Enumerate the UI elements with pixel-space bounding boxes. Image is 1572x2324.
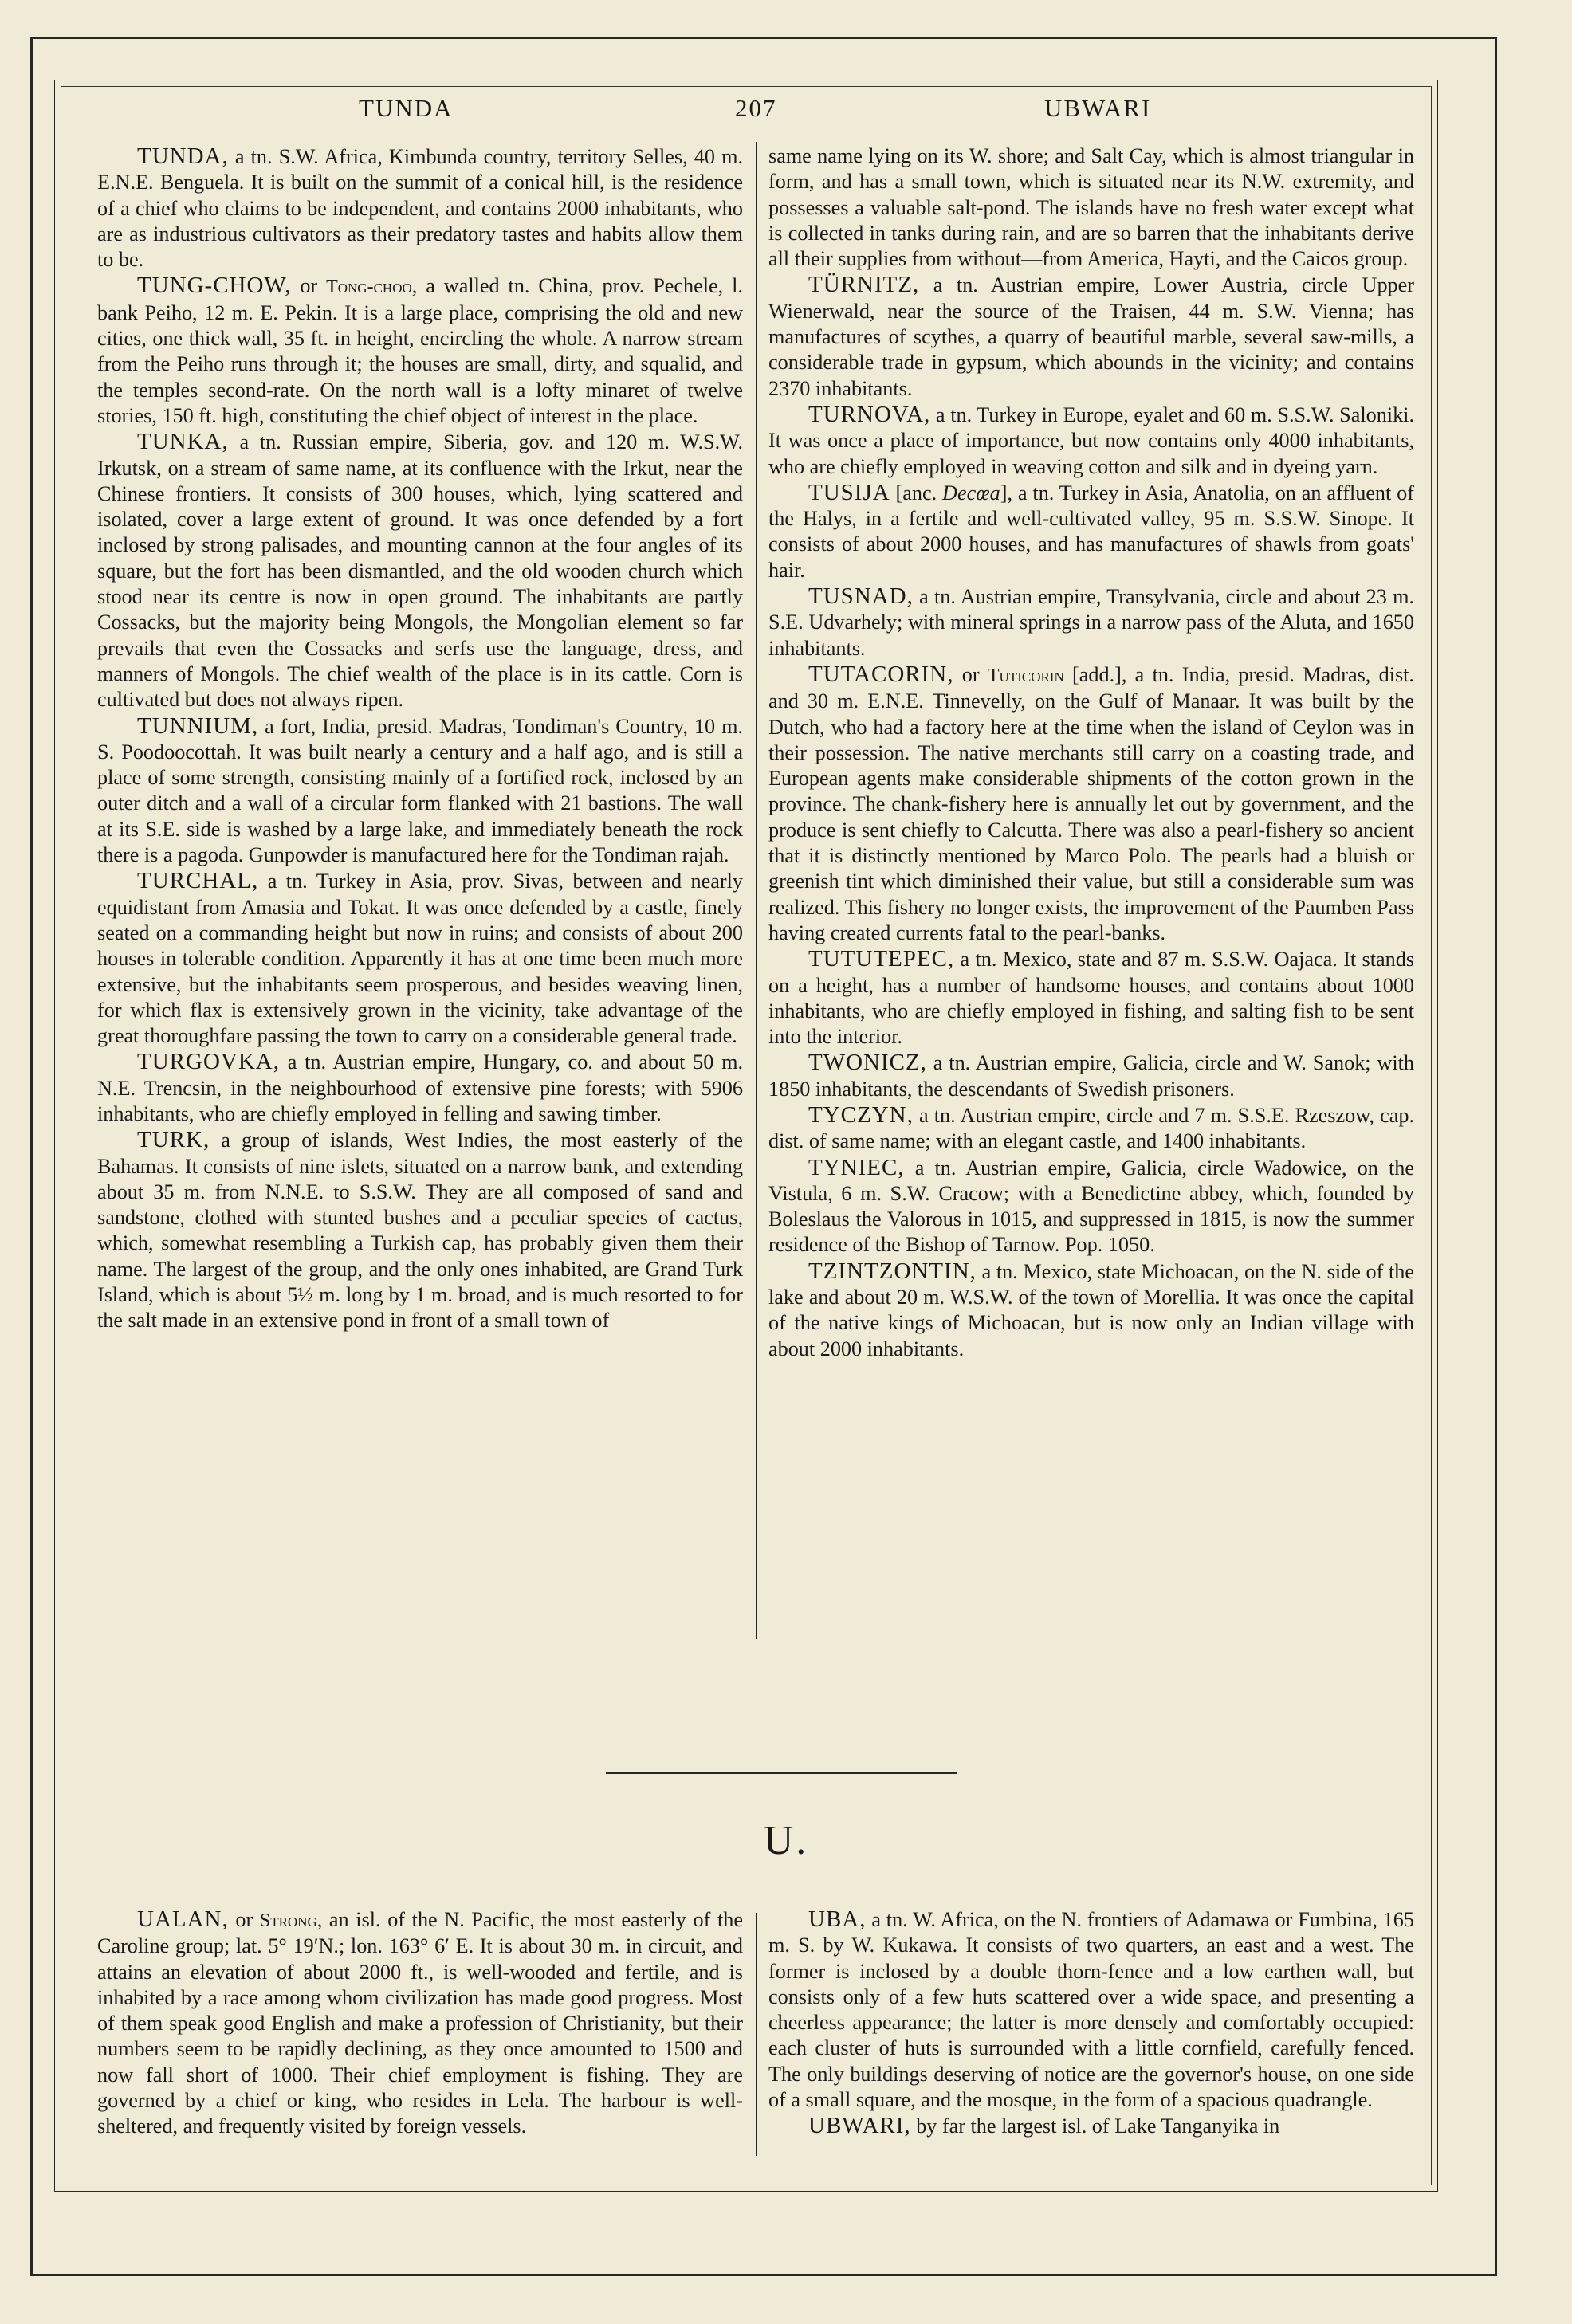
gazetteer-entry (768, 402, 1414, 480)
entry-headword: TUNDA, (137, 143, 229, 169)
entry-text: a tn. Russian empire, Siberia, gov. and 120 m. W.S.W. Irkutsk, on a stream of same name, at its confluence with the Irkut, near the Chinese frontiers. It consists of 300 houses, which, lying scattered and isolated, cover a large extent of ground. It was once defended by a fort inclosed by strong palisades, and mounting cannon at the four angles of its square, but the fort has been dismantled, and the old wooden church which stood near its centre is now in open ground. The inhabitants are partly Cossacks, but the majority being Mongols, the Mongolian element so far prevails that even the Cossacks and serfs use the language, dress, and manners of Mongols. The chief wealth of the place is in its cattle. Corn is cultivated but does not always ripen. (97, 430, 743, 712)
entry-text: a tn. Turkey in Europe, eyalet and 60 m. S.S.W. Saloniki. It was once a place of importance, but now contains only 4000 inhabitants, who are chiefly employed in weaving cotton and silk and in dyeing yarn. (768, 402, 1414, 478)
entry-headword: TURNOVA, (808, 401, 931, 427)
entry-text: a tn. Austrian empire, Hungary, co. and about 50 m. N.E. Trencsin, in the neighbourhood of extensive pine forests; with 5906 inhabitants, who are chiefly employed in felling and sawing timber. (97, 1050, 743, 1125)
entry-text: a tn. Austrian empire, Galicia, circle and W. Sanok; with 1850 inhabitants, the descendants of Swedish prisoners. (768, 1051, 1414, 1101)
entry-headword: UALAN, (137, 1906, 229, 1932)
gazetteer-entry (97, 868, 743, 1049)
gazetteer-entry (97, 1049, 743, 1127)
gazetteer-entry (768, 272, 1414, 401)
section-divider (606, 1772, 957, 1774)
gazetteer-entry (768, 480, 1414, 583)
entry-alt-prefix: or (291, 274, 327, 298)
gazetteer-entry (768, 946, 1414, 1050)
gazetteer-entry (768, 583, 1414, 661)
entry-text: a tn. Austrian empire, circle and 7 m. S.S.E. Rzeszow, cap. dist. of same name; with an elegant castle, and 1400 inhabitants. (768, 1103, 1414, 1153)
entry-alt-name: Decœa (942, 481, 1000, 504)
running-header (72, 94, 1427, 134)
entry-text: a fort, India, presid. Madras, Tondiman's Country, 10 m. S. Poodoocottah. It was built nearly a century and a half ago, and is still a place of some strength, consisting mainly of a fortified rock, inclosed by an outer ditch and a wall of a circular form flanked with 21 bastions. The wall at its S.E. side is washed by a large lake, and immediately beneath the rock there is a pagoda. Gunpowder is manufactured here for the Tondiman rajah. (97, 714, 743, 867)
entry-text: a tn. W. Africa, on the N. frontiers of Adamawa or Fumbina, 165 m. S. by W. Kukawa. It consists of two quarters, an east and a west. The former is inclosed by a double thorn-fence and a low earthen wall, but consists only of a few huts scattered over a wide space, and presenting a cheerless appearance; the latter is more densely and comfortably occupied: each cluster of huts is surrounded with a little cornfield, carefully fenced. The only buildings deserving of notice are the governor's house, on one side of a small square, and the mosque, in the form of a spacious quadrangle. (768, 1908, 1414, 2112)
entry-headword: TUNG-CHOW, (137, 273, 292, 299)
entry-headword: UBA, (808, 1906, 867, 1932)
entry-headword: TURGOVKA, (137, 1049, 280, 1075)
entry-alt-prefix: or (228, 1908, 260, 1931)
gazetteer-entry (768, 1906, 1414, 2113)
entry-alt-prefix: or (953, 662, 988, 686)
entry-text: a tn. Turkey in Asia, prov. Sivas, between and nearly equidistant from Amasia and Tokat. It was once defended by a castle, finely seated on a commanding height but now in ruins; and consists of about 200 houses in tolerable condition. Apparently it has at one time been much more extensive, but the inhabitants seem prosperous, and besides weaving linen, for which flax is extensively grown in the vicinity, take advantage of the great thoroughfare passing the town to carry on a considerable general trade. (97, 870, 743, 1048)
column-left-top (97, 143, 743, 1334)
entry-alt-prefix: [anc. (890, 481, 943, 504)
entry-text: a tn. Austrian empire, Galicia, circle Wadowice, on the Vistula, 6 m. S.W. Cracow; with a Benedictine abbey, which, founded by Boleslaus the Valorous in 1015, and suppressed in 1815, is now the summer residence of the Bishop of Tarnow. Pop. 1050. (768, 1156, 1414, 1257)
column-left-bottom (97, 1906, 743, 2140)
column-divider-bottom (756, 1913, 757, 2156)
entry-text: by far the largest isl. of Lake Tanganyika in (910, 2114, 1280, 2138)
entry-text: ], a tn. Turkey in Asia, Anatolia, on an affluent of the Halys, in a fertile and well-cultivated valley, 95 m. S.S.W. Sinope. It consists of about 2000 houses, and has manufactures of shawls from goats' hair. (768, 481, 1414, 582)
entry-headword: TURK, (137, 1127, 210, 1153)
entry-text: a tn. Mexico, state Michoacan, on the N. side of the lake and about 20 m. W.S.W. of the town of Morellia. It was once the capital of the native kings of Michoacan, but is now only an Indian village with about 2000 inhabitants. (768, 1259, 1414, 1360)
gazetteer-entry (97, 143, 743, 273)
entry-headword: TYNIEC, (808, 1154, 905, 1180)
entry-alt-name: Tong-choo (326, 277, 412, 298)
entry-text: , an isl. of the N. Pacific, the most easterly of the Caroline group; lat. 5° 19′N.; lon. 163° 6′ E. It is about 30 m. in circuit, and attains an elevation of about 2000 ft., is well-wooded and fertile, and is inhabited by a race among whom civilization has made good progress. Most of them speak good English and make a profession of Christianity, but their numbers seem to be rapidly declining, as they once amounted to 1500 and now fall short of 1000. Their chief employment is fishing. They are governed by a chief or king, who resides in Lela. The harbour is well-sheltered, and frequently visited by foreign vessels. (97, 1908, 743, 2138)
entry-alt-name: Tuticorin (987, 665, 1064, 686)
entry-headword: TUNNIUM, (137, 713, 259, 739)
entry-headword: TÜRNITZ, (808, 272, 920, 298)
entry-headword: TUSNAD, (808, 583, 914, 610)
gazetteer-entry (97, 1127, 743, 1333)
entry-headword: TURCHAL, (137, 868, 259, 894)
entry-headword: TWONICZ, (808, 1050, 927, 1076)
gazetteer-entry (97, 273, 743, 429)
entry-text: a group of islands, West Indies, the most easterly of the Bahamas. It consists of nine islets, situated on a narrow bank, and extending about 35 m. from N.N.E. to S.S.W. They are all composed of sand and sandstone, clothed with stunted bushes and a peculiar species of cactus, which, somewhat resembling a Turkish cap, has probably given them their name. The largest of the group, and the only ones inhabited, are Grand Turk Island, which is about 5½ m. long by 1 m. broad, and is much resorted to for the salt made in an extensive pond in front of a small town of (97, 1129, 743, 1333)
page-number: 207 (735, 94, 777, 122)
entry-headword: TUSIJA (808, 479, 890, 505)
entry-text: [add.], a tn. India, presid. Madras, dist. and 30 m. E.N.E. Tinnevelly, on the Gulf of Manaar. It was built by the Dutch, who had a factory here at the time when the island of Ceylon was in their possession. The native merchants still carry on a coasting trade, and European agents make considerable shipments of the cotton grown in the province. The chank-fishery here is annually let out by government, and the produce is sent chiefly to Calcutta. There was also a pearl-fishery so ancient that it is distinctly mentioned by Marco Polo. The pearls had a bluish or greenish tint which diminished their value, but still a considerable sum was realized. This fishery no longer exists, the improvement of the Paumben Pass having created currents fatal to the pearl-banks. (768, 662, 1414, 944)
entry-headword: TUTACORIN, (808, 661, 954, 687)
entry-headword: TZINTZONTIN, (808, 1258, 977, 1284)
gazetteer-entry (768, 143, 1414, 272)
entry-headword: TYCZYN, (808, 1101, 914, 1128)
section-letter: U. (763, 1818, 809, 1863)
entry-text: a tn. Austrian empire, Transylvania, circle and about 23 m. S.E. Udvarhely; with mineral springs in a narrow pass of the Aluta, and 1650 inhabitants. (768, 585, 1414, 660)
column-right-bottom (768, 1906, 1414, 2140)
gazetteer-entry (768, 1258, 1414, 1362)
header-last-entry: UBWARI (1044, 94, 1152, 122)
gazetteer-entry (97, 713, 743, 869)
entry-headword: UBWARI, (808, 2113, 911, 2139)
entry-headword: TUTUTEPEC, (808, 946, 955, 972)
entry-text: a tn. S.W. Africa, Kimbunda country, territory Selles, 40 m. E.N.E. Benguela. It is built on the summit of a conical hill, is the residence of a chief who claims to be independent, and contains 2000 inhabitants, who are as industrious cultivators as their predatory tastes and habits allow them to be. (97, 145, 743, 272)
entry-headword: TUNKA, (137, 429, 229, 455)
column-divider-top (756, 142, 757, 1639)
gazetteer-entry (768, 1155, 1414, 1258)
entry-alt-name: Strong (259, 1910, 317, 1931)
entry-text: a tn. Mexico, state and 87 m. S.S.W. Oajaca. It stands on a height, has a number of handsome houses, and contains about 1000 inhabitants, who are chiefly employed in fishing, and salting fish to be sent into the interior. (768, 948, 1414, 1049)
gazetteer-entry (768, 2113, 1414, 2139)
entry-text: , a walled tn. China, prov. Pechele, l. bank Peiho, 12 m. E. Pekin. It is a large place, comprising the old and new cities, one thick wall, 35 ft. in height, encircling the whole. A narrow stream from the Peiho runs through it; the houses are small, dirty, and squalid, and the temples second-rate. On the north wall is a lofty minaret of twelve stories, 150 ft. high, constituting the chief object of interest in the place. (97, 274, 743, 427)
header-first-entry: TUNDA (359, 94, 454, 122)
gazetteer-entry (768, 1050, 1414, 1102)
gazetteer-entry (97, 1906, 743, 2140)
column-right-top (768, 143, 1414, 1362)
entry-text: a tn. Austrian empire, Lower Austria, circle Upper Wienerwald, near the source of the Traisen, 44 m. S.W. Vienna; has manufactures of scythes, a quarry of beautiful marble, several saw-mills, a considerable trade in gypsum, which abounds in the vicinity; and contains 2370 inhabitants. (768, 273, 1414, 400)
entry-text: same name lying on its W. shore; and Salt Cay, which is almost triangular in form, and has a small town, which is situated near its N.W. extremity, and possesses a valuable salt-pond. The islands have no fresh water except what is collected in tanks during rain, and are so barren that the inhabitants derive all their supplies from without—from America, Hayti, and the Caicos group. (768, 144, 1414, 271)
gazetteer-entry (97, 429, 743, 713)
gazetteer-entry (768, 1102, 1414, 1155)
gazetteer-entry (768, 661, 1414, 946)
